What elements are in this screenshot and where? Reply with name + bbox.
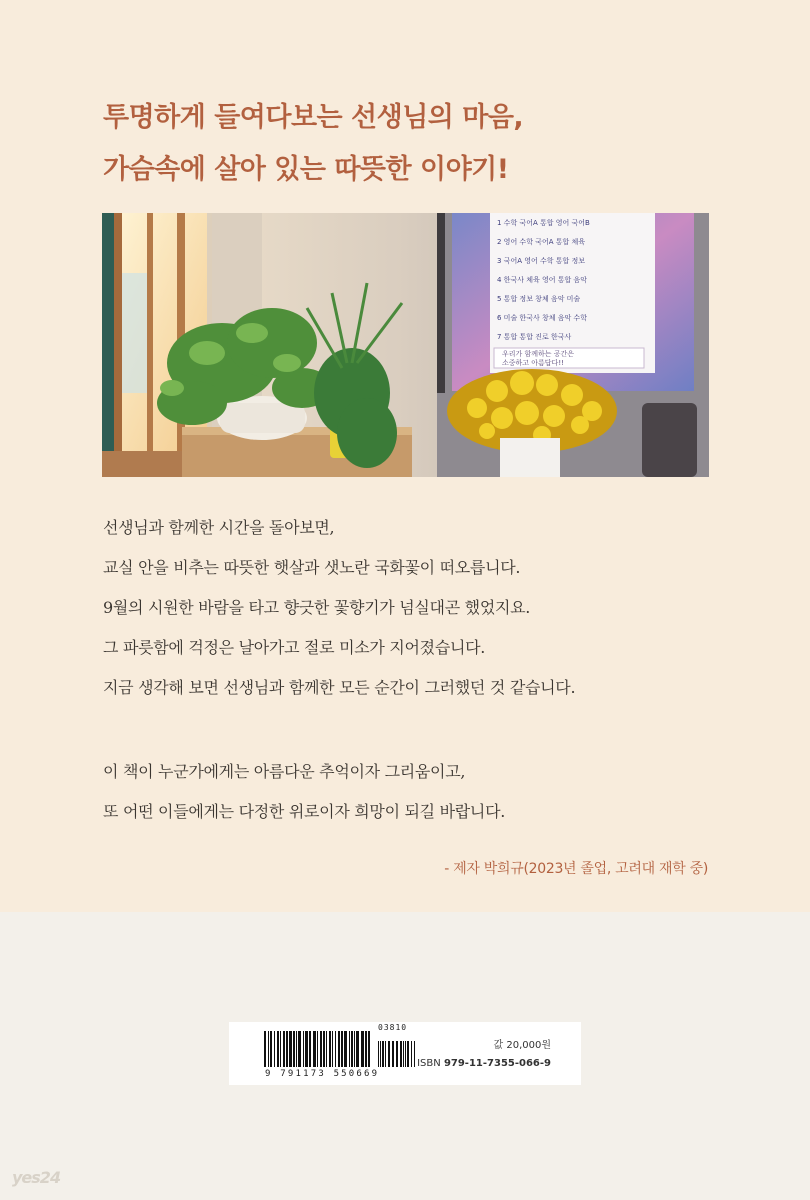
paragraph-1-line-4: 그 파릇함에 걱정은 날아가고 절로 미소가 지어졌습니다. xyxy=(103,638,486,657)
paragraph-gap xyxy=(103,708,723,752)
price-label: 값 20,000원 xyxy=(493,1040,551,1051)
paragraph-2-line-1: 이 책이 누군가에게는 아름다운 추억이자 그리움이고, xyxy=(103,762,466,781)
paragraph-1-line-1: 선생님과 함께한 시간을 돌아보면, xyxy=(103,518,335,537)
paragraph-1-line-3: 9월의 시원한 바람을 타고 향긋한 꽃향기가 넘실대곤 했었지요. xyxy=(103,598,531,617)
classroom-photo xyxy=(102,213,709,477)
headline-line-1: 투명하게 들여다보는 선생님의 마음, xyxy=(103,102,524,133)
svg-text:3 국어A 영어 수학 통합 정보: 3 국어A 영어 수학 통합 정보 xyxy=(497,257,585,265)
svg-text:7 통합 통합 진로 한국사: 7 통합 통합 진로 한국사 xyxy=(497,333,572,341)
paragraph-1-line-2: 교실 안을 비추는 따뜻한 햇살과 샛노란 국화꽃이 떠오릅니다. xyxy=(103,558,521,577)
svg-text:소중하고 아름답다!!: 소중하고 아름답다!! xyxy=(502,359,564,367)
paragraph-1-line-5: 지금 생각해 보면 선생님과 함께한 모든 순간이 그러했던 것 같습니다. xyxy=(103,678,576,697)
headline xyxy=(103,92,523,196)
barcode-box xyxy=(229,1022,581,1085)
svg-text:2 영어 수학 국어A 통합 체육: 2 영어 수학 국어A 통합 체육 xyxy=(497,238,585,246)
svg-text:4 한국사 체육 영어 통합 음악: 4 한국사 체육 영어 통합 음악 xyxy=(497,276,587,284)
svg-text:우리가 함께하는 공간은: 우리가 함께하는 공간은 xyxy=(502,350,575,358)
barcode-main-number: 9 791173 550669 xyxy=(265,1069,380,1079)
svg-text:1 수학 국어A 통합 영어 국어B: 1 수학 국어A 통합 영어 국어B xyxy=(497,219,590,227)
signature: - 제자 박희규(2023년 졸업, 고려대 재학 중) xyxy=(444,861,708,877)
svg-text:5 통합 정보 창체 음악 미술: 5 통합 정보 창체 음악 미술 xyxy=(497,295,581,303)
yes24-logo: yes24 xyxy=(12,1168,61,1187)
svg-text:6 미술 한국사 창체 음악 수학: 6 미술 한국사 창체 음악 수학 xyxy=(497,314,587,322)
classroom-illustration xyxy=(102,213,709,477)
isbn-label xyxy=(417,1058,551,1069)
barcode-addon-number: 03810 xyxy=(378,1023,408,1032)
barcode-icon xyxy=(264,1031,419,1069)
body-text xyxy=(103,508,723,832)
paragraph-2-line-2: 또 어떤 이들에게는 다정한 위로이자 희망이 되길 바랍니다. xyxy=(103,802,506,821)
isbn-prefix: ISBN xyxy=(417,1058,441,1069)
isbn-number: 979-11-7355-066-9 xyxy=(443,1058,551,1069)
headline-line-2: 가슴속에 살아 있는 따뜻한 이야기! xyxy=(103,154,509,185)
